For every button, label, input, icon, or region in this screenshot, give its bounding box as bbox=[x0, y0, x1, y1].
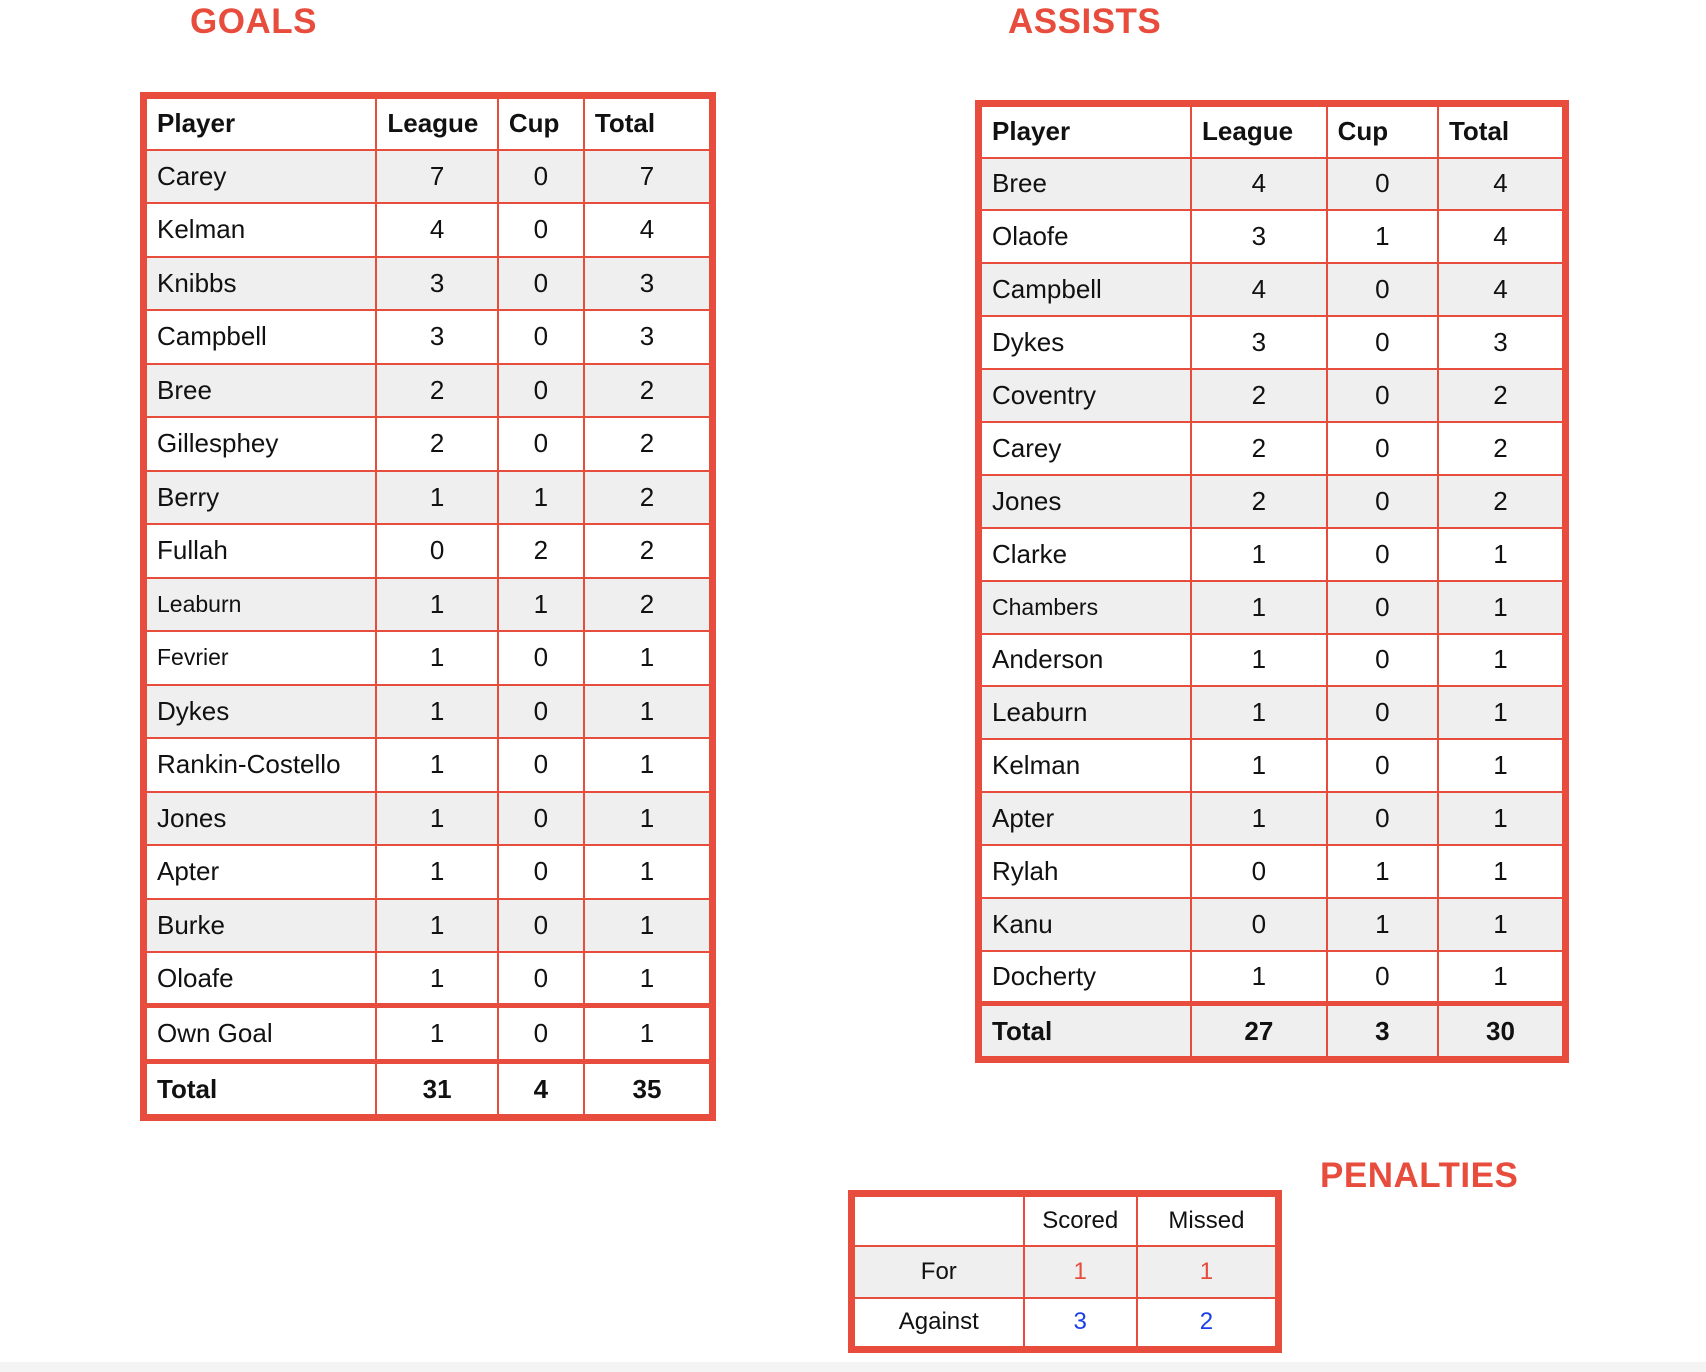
assists-league-value: 0 bbox=[1191, 845, 1327, 898]
assists-table-row bbox=[979, 898, 1566, 951]
assists-cup-value: 0 bbox=[1327, 369, 1438, 422]
goals-table-row bbox=[144, 471, 713, 525]
assists-league-value: 2 bbox=[1191, 422, 1327, 475]
assists-table-row bbox=[979, 422, 1566, 475]
goals-total-value: 7 bbox=[584, 150, 713, 204]
assists-league-value: 1 bbox=[1191, 528, 1327, 581]
goals-cup-value: 1 bbox=[498, 471, 584, 525]
goals-cup-value: 0 bbox=[498, 845, 584, 899]
goals-cup-value: 0 bbox=[498, 203, 584, 257]
assists-header-league: League bbox=[1191, 104, 1327, 158]
assists-header-cup: Cup bbox=[1327, 104, 1438, 158]
assists-player-name: Chambers bbox=[979, 581, 1192, 634]
goals-cup-value: 0 bbox=[498, 257, 584, 311]
assists-league-value: 2 bbox=[1191, 475, 1327, 528]
assists-table-row bbox=[979, 263, 1566, 316]
goals-table-row bbox=[144, 631, 713, 685]
goals-total-value: 1 bbox=[584, 685, 713, 739]
goals-league-value: 1 bbox=[376, 471, 497, 525]
assists-cup-value: 0 bbox=[1327, 581, 1438, 634]
goals-table-row bbox=[144, 578, 713, 632]
goals-table-row bbox=[144, 899, 713, 953]
goals-heading: GOALS bbox=[190, 2, 317, 41]
goals-table-row bbox=[144, 417, 713, 471]
goals-total-label: Total bbox=[144, 1062, 377, 1118]
goals-total-value: 2 bbox=[584, 417, 713, 471]
goals-league-value: 2 bbox=[376, 364, 497, 418]
goals-player-name: Rankin-Costello bbox=[144, 738, 377, 792]
assists-league-value: 1 bbox=[1191, 634, 1327, 687]
assists-table-row bbox=[979, 581, 1566, 634]
assists-league-value: 1 bbox=[1191, 792, 1327, 845]
goals-league-value: 2 bbox=[376, 417, 497, 471]
assists-table-row bbox=[979, 951, 1566, 1004]
assists-total-value: 1 bbox=[1438, 528, 1566, 581]
assists-league-value: 1 bbox=[1191, 739, 1327, 792]
assists-player-name: Campbell bbox=[979, 263, 1192, 316]
assists-header-row bbox=[979, 104, 1566, 158]
assists-total-value: 1 bbox=[1438, 898, 1566, 951]
assists-player-name: Bree bbox=[979, 158, 1192, 211]
goals-player-name: Burke bbox=[144, 899, 377, 953]
assists-total-label: Total bbox=[979, 1004, 1192, 1060]
assists-player-name: Apter bbox=[979, 792, 1192, 845]
goals-cup-value: 0 bbox=[498, 952, 584, 1006]
own-goal-cup: 0 bbox=[498, 1006, 584, 1062]
goals-cup-value: 0 bbox=[498, 364, 584, 418]
goals-total-value: 1 bbox=[584, 845, 713, 899]
assists-total-league: 27 bbox=[1191, 1004, 1327, 1060]
goals-table-row bbox=[144, 738, 713, 792]
goals-player-name: Fevrier bbox=[144, 631, 377, 685]
goals-player-name: Gillesphey bbox=[144, 417, 377, 471]
assists-total-value: 2 bbox=[1438, 422, 1566, 475]
goals-cup-value: 0 bbox=[498, 899, 584, 953]
assists-total-value: 3 bbox=[1438, 316, 1566, 369]
goals-league-value: 7 bbox=[376, 150, 497, 204]
assists-cup-value: 0 bbox=[1327, 634, 1438, 687]
goals-total-value: 3 bbox=[584, 310, 713, 364]
assists-cup-value: 1 bbox=[1327, 845, 1438, 898]
goals-header-player: Player bbox=[144, 96, 377, 150]
goals-total-value: 1 bbox=[584, 952, 713, 1006]
penalties-for-missed: 1 bbox=[1137, 1246, 1279, 1298]
goals-league-value: 1 bbox=[376, 792, 497, 846]
goals-table-row bbox=[144, 150, 713, 204]
goals-total-value: 1 bbox=[584, 899, 713, 953]
penalties-against-label: Against bbox=[852, 1298, 1024, 1350]
goals-league-value: 0 bbox=[376, 524, 497, 578]
goals-total-row bbox=[144, 1062, 713, 1118]
assists-total-value: 1 bbox=[1438, 951, 1566, 1004]
assists-league-value: 2 bbox=[1191, 369, 1327, 422]
goals-total-value: 2 bbox=[584, 578, 713, 632]
goals-total-cup: 4 bbox=[498, 1062, 584, 1118]
penalties-against-missed: 2 bbox=[1137, 1298, 1279, 1350]
assists-cup-value: 0 bbox=[1327, 263, 1438, 316]
goals-player-name: Campbell bbox=[144, 310, 377, 364]
assists-table-row bbox=[979, 369, 1566, 422]
goals-cup-value: 0 bbox=[498, 738, 584, 792]
goals-league-value: 1 bbox=[376, 685, 497, 739]
assists-league-value: 3 bbox=[1191, 316, 1327, 369]
assists-total-value: 1 bbox=[1438, 792, 1566, 845]
goals-total-value: 1 bbox=[584, 631, 713, 685]
assists-total-value: 4 bbox=[1438, 263, 1566, 316]
assists-total-value: 1 bbox=[1438, 686, 1566, 739]
assists-heading: ASSISTS bbox=[1008, 2, 1162, 41]
penalties-heading: PENALTIES bbox=[1320, 1156, 1519, 1195]
assists-total-value: 4 bbox=[1438, 210, 1566, 263]
assists-total-cup: 3 bbox=[1327, 1004, 1438, 1060]
goals-league-value: 1 bbox=[376, 845, 497, 899]
goals-header-cup: Cup bbox=[498, 96, 584, 150]
assists-player-name: Dykes bbox=[979, 316, 1192, 369]
goals-cup-value: 0 bbox=[498, 417, 584, 471]
assists-league-value: 1 bbox=[1191, 686, 1327, 739]
goals-league-value: 3 bbox=[376, 257, 497, 311]
goals-table bbox=[140, 92, 716, 1121]
goals-league-value: 1 bbox=[376, 578, 497, 632]
assists-table-row bbox=[979, 316, 1566, 369]
assists-player-name: Leaburn bbox=[979, 686, 1192, 739]
assists-total-row bbox=[979, 1004, 1566, 1060]
assists-table bbox=[975, 100, 1569, 1063]
assists-table-row bbox=[979, 158, 1566, 211]
goals-player-name: Carey bbox=[144, 150, 377, 204]
assists-cup-value: 0 bbox=[1327, 316, 1438, 369]
assists-total-value: 2 bbox=[1438, 369, 1566, 422]
assists-league-value: 3 bbox=[1191, 210, 1327, 263]
goals-total-value: 4 bbox=[584, 203, 713, 257]
goals-player-name: Dykes bbox=[144, 685, 377, 739]
assists-cup-value: 0 bbox=[1327, 475, 1438, 528]
goals-league-value: 1 bbox=[376, 952, 497, 1006]
goals-league-value: 4 bbox=[376, 203, 497, 257]
penalties-header-blank bbox=[852, 1194, 1024, 1246]
goals-player-name: Bree bbox=[144, 364, 377, 418]
assists-total-value: 4 bbox=[1438, 158, 1566, 211]
goals-league-value: 1 bbox=[376, 738, 497, 792]
goals-cup-value: 0 bbox=[498, 631, 584, 685]
goals-table-row bbox=[144, 792, 713, 846]
goals-player-name: Leaburn bbox=[144, 578, 377, 632]
goals-own-goal-row bbox=[144, 1006, 713, 1062]
assists-cup-value: 0 bbox=[1327, 686, 1438, 739]
goals-player-name: Oloafe bbox=[144, 952, 377, 1006]
assists-cup-value: 1 bbox=[1327, 210, 1438, 263]
assists-table-row bbox=[979, 475, 1566, 528]
goals-table-row bbox=[144, 364, 713, 418]
assists-player-name: Olaofe bbox=[979, 210, 1192, 263]
goals-league-value: 3 bbox=[376, 310, 497, 364]
assists-player-name: Kelman bbox=[979, 739, 1192, 792]
goals-player-name: Jones bbox=[144, 792, 377, 846]
assists-total-value: 2 bbox=[1438, 475, 1566, 528]
penalties-header-row bbox=[852, 1194, 1279, 1246]
assists-player-name: Docherty bbox=[979, 951, 1192, 1004]
goals-player-name: Knibbs bbox=[144, 257, 377, 311]
assists-player-name: Kanu bbox=[979, 898, 1192, 951]
assists-table-row bbox=[979, 210, 1566, 263]
penalties-against-scored: 3 bbox=[1024, 1298, 1137, 1350]
assists-player-name: Rylah bbox=[979, 845, 1192, 898]
assists-cup-value: 0 bbox=[1327, 528, 1438, 581]
penalties-for-scored: 1 bbox=[1024, 1246, 1137, 1298]
goals-total-value: 2 bbox=[584, 471, 713, 525]
goals-table-row bbox=[144, 685, 713, 739]
assists-table-row bbox=[979, 686, 1566, 739]
assists-total-value: 1 bbox=[1438, 634, 1566, 687]
goals-table-row bbox=[144, 310, 713, 364]
assists-total-value: 1 bbox=[1438, 739, 1566, 792]
goals-table-row bbox=[144, 524, 713, 578]
assists-table-row bbox=[979, 528, 1566, 581]
goals-player-name: Fullah bbox=[144, 524, 377, 578]
goals-table-row bbox=[144, 257, 713, 311]
assists-league-value: 1 bbox=[1191, 581, 1327, 634]
assists-player-name: Anderson bbox=[979, 634, 1192, 687]
penalties-row-against bbox=[852, 1298, 1279, 1350]
assists-league-value: 0 bbox=[1191, 898, 1327, 951]
assists-table-row bbox=[979, 845, 1566, 898]
assists-league-value: 4 bbox=[1191, 263, 1327, 316]
assists-player-name: Jones bbox=[979, 475, 1192, 528]
assists-league-value: 1 bbox=[1191, 951, 1327, 1004]
goals-league-value: 1 bbox=[376, 899, 497, 953]
own-goal-league: 1 bbox=[376, 1006, 497, 1062]
assists-cup-value: 0 bbox=[1327, 951, 1438, 1004]
assists-header-player: Player bbox=[979, 104, 1192, 158]
goals-player-name: Apter bbox=[144, 845, 377, 899]
goals-cup-value: 0 bbox=[498, 310, 584, 364]
goals-cup-value: 0 bbox=[498, 685, 584, 739]
assists-player-name: Coventry bbox=[979, 369, 1192, 422]
assists-total-value: 1 bbox=[1438, 581, 1566, 634]
goals-player-name: Berry bbox=[144, 471, 377, 525]
penalties-for-label: For bbox=[852, 1246, 1024, 1298]
goals-total-value: 3 bbox=[584, 257, 713, 311]
goals-cup-value: 1 bbox=[498, 578, 584, 632]
assists-header-total: Total bbox=[1438, 104, 1566, 158]
goals-total-league: 31 bbox=[376, 1062, 497, 1118]
assists-cup-value: 0 bbox=[1327, 158, 1438, 211]
assists-cup-value: 0 bbox=[1327, 792, 1438, 845]
own-goal-label: Own Goal bbox=[144, 1006, 377, 1062]
assists-table-row bbox=[979, 634, 1566, 687]
assists-total-value: 1 bbox=[1438, 845, 1566, 898]
assists-league-value: 4 bbox=[1191, 158, 1327, 211]
goals-header-league: League bbox=[376, 96, 497, 150]
assists-table-row bbox=[979, 792, 1566, 845]
goals-table-row bbox=[144, 952, 713, 1006]
penalties-row-for bbox=[852, 1246, 1279, 1298]
bottom-strip bbox=[0, 1362, 1706, 1372]
goals-total-value: 1 bbox=[584, 738, 713, 792]
goals-table-row bbox=[144, 845, 713, 899]
penalties-header-missed: Missed bbox=[1137, 1194, 1279, 1246]
penalties-table bbox=[848, 1190, 1282, 1353]
goals-total-value: 2 bbox=[584, 364, 713, 418]
goals-header-row bbox=[144, 96, 713, 150]
assists-player-name: Carey bbox=[979, 422, 1192, 475]
goals-player-name: Kelman bbox=[144, 203, 377, 257]
goals-total-total: 35 bbox=[584, 1062, 713, 1118]
goals-header-total: Total bbox=[584, 96, 713, 150]
assists-cup-value: 1 bbox=[1327, 898, 1438, 951]
goals-table-row bbox=[144, 203, 713, 257]
assists-cup-value: 0 bbox=[1327, 422, 1438, 475]
penalties-header-scored: Scored bbox=[1024, 1194, 1137, 1246]
goals-total-value: 2 bbox=[584, 524, 713, 578]
goals-league-value: 1 bbox=[376, 631, 497, 685]
goals-cup-value: 2 bbox=[498, 524, 584, 578]
goals-cup-value: 0 bbox=[498, 792, 584, 846]
goals-cup-value: 0 bbox=[498, 150, 584, 204]
assists-player-name: Clarke bbox=[979, 528, 1192, 581]
assists-cup-value: 0 bbox=[1327, 739, 1438, 792]
goals-total-value: 1 bbox=[584, 792, 713, 846]
assists-table-row bbox=[979, 739, 1566, 792]
assists-total-total: 30 bbox=[1438, 1004, 1566, 1060]
own-goal-total: 1 bbox=[584, 1006, 713, 1062]
